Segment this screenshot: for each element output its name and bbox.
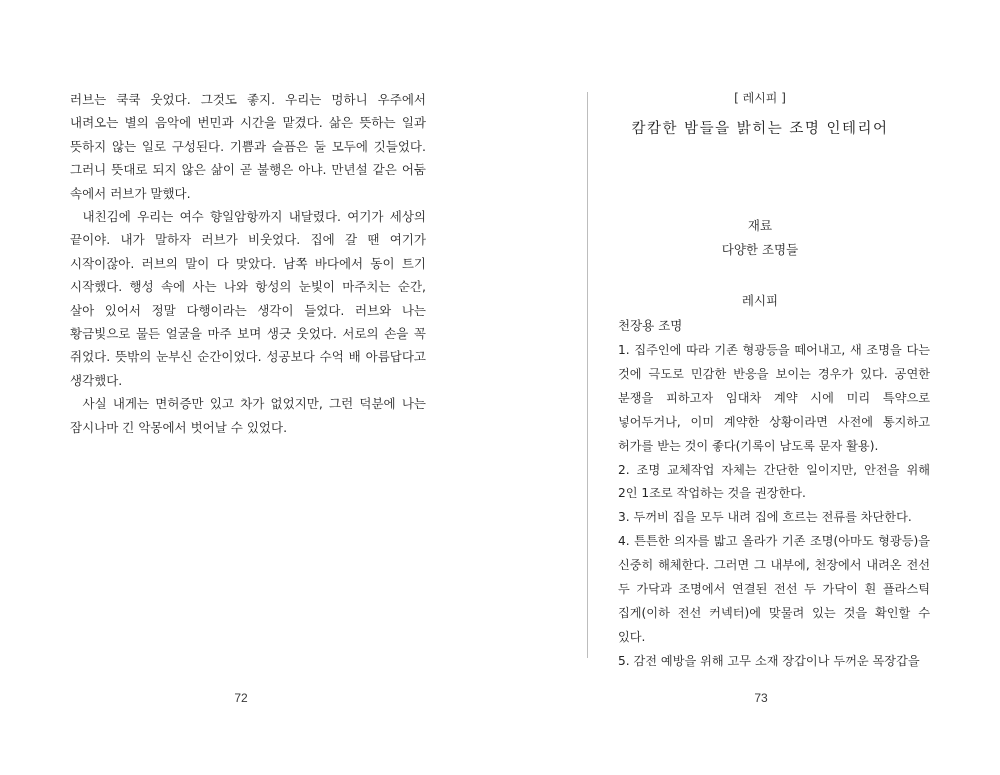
recipe-step: 3. 두꺼비 집을 모두 내려 집에 흐르는 전류를 차단한다. xyxy=(618,510,912,525)
recipe-step: 1. 집주인에 따라 기존 형광등을 떼어내고, 새 조명을 다는 것에 극도로 민감한 반응을 보이는 경우가 있다. 공연한 분쟁을 피하고자 임대차 계약 시에 미리 특약으로 넣어두거나, 이미 계약한 상황이라면 사전에 통지하고 허가를 받는 것이 좋다(기록이 남도록 문자 활용). xyxy=(618,343,930,453)
recipe-title: 캄캄한 밤들을 밝히는 조명 인테리어 xyxy=(631,121,889,137)
recipe-step: 5. 감전 예방을 위해 고무 소재 장갑이나 두꺼운 목장갑을 xyxy=(618,653,920,668)
left-page xyxy=(0,0,492,775)
recipe-steps xyxy=(618,339,930,674)
recipe-heading: 레시피 xyxy=(741,293,779,308)
body-paragraph: 러브는 쿡쿡 웃었다. 그것도 좋지. 우리는 멍하니 우주에서 내려오는 별의 음악에 번민과 시간을 맡겼다. 삶은 뜻하는 일과 뜻하지 않는 일로 구성된다. 기쁨과 슬픔은 둘 모두에 깃들었다. 그러니 뜻대로 되지 않은 삶이 곧 불행은 아냐. 만년설 같은 어둠 속에서 러브가 말했다. xyxy=(70,92,426,201)
recipe-step: 4. 튼튼한 의자를 밟고 올라가 기존 조명(아마도 형광등)을 신중히 해체한다. 그러면 그 내부에, 천장에서 내려온 전선 두 가닥과 조명에서 연결된 전선 두 가닥이 흰 플라스틱 집게(이하 전선 커넥터)에 맞물려 있는 것을 확인할 수 있다. xyxy=(618,534,930,644)
page-number-left: 72 xyxy=(234,691,248,705)
materials-heading: 재료 xyxy=(747,218,773,233)
recipe-tag: [ 레시피 ] xyxy=(734,91,786,105)
recipe-subheading: 천장용 조명 xyxy=(618,318,683,333)
recipe-step: 2. 조명 교체작업 자체는 간단한 일이지만, 안전을 위해 2인 1조로 작업하는 것을 권장한다. xyxy=(618,462,930,501)
page-number-right: 73 xyxy=(754,691,768,705)
left-body-text xyxy=(70,88,426,439)
body-paragraph: 내친김에 우리는 여수 향일암항까지 내달렸다. 여기가 세상의 끝이야. 내가 말하자 러브가 비웃었다. 집에 갈 땐 여기가 시작이잖아. 러브의 말이 다 맞았다. 남쪽 바다에서 동이 트기 시작했다. 행성 속에 사는 나와 항성의 눈빛이 마주치는 순간, 살아 있어서 정말 다행이라는 생각이 들었다. 러브와 나는 황금빛으로 물든 얼굴을 마주 보며 생긋 웃었다. 서로의 손을 꼭 쥐었다. 뜻밖의 눈부신 순간이었다. 성공보다 수억 배 아름답다고 생각했다. xyxy=(70,209,426,388)
body-paragraph: 사실 내게는 면허증만 있고 차가 없었지만, 그런 덕분에 나는 잠시나마 긴 악몽에서 벗어날 수 있었다. xyxy=(70,396,426,435)
materials-body: 다양한 조명들 xyxy=(721,242,799,257)
